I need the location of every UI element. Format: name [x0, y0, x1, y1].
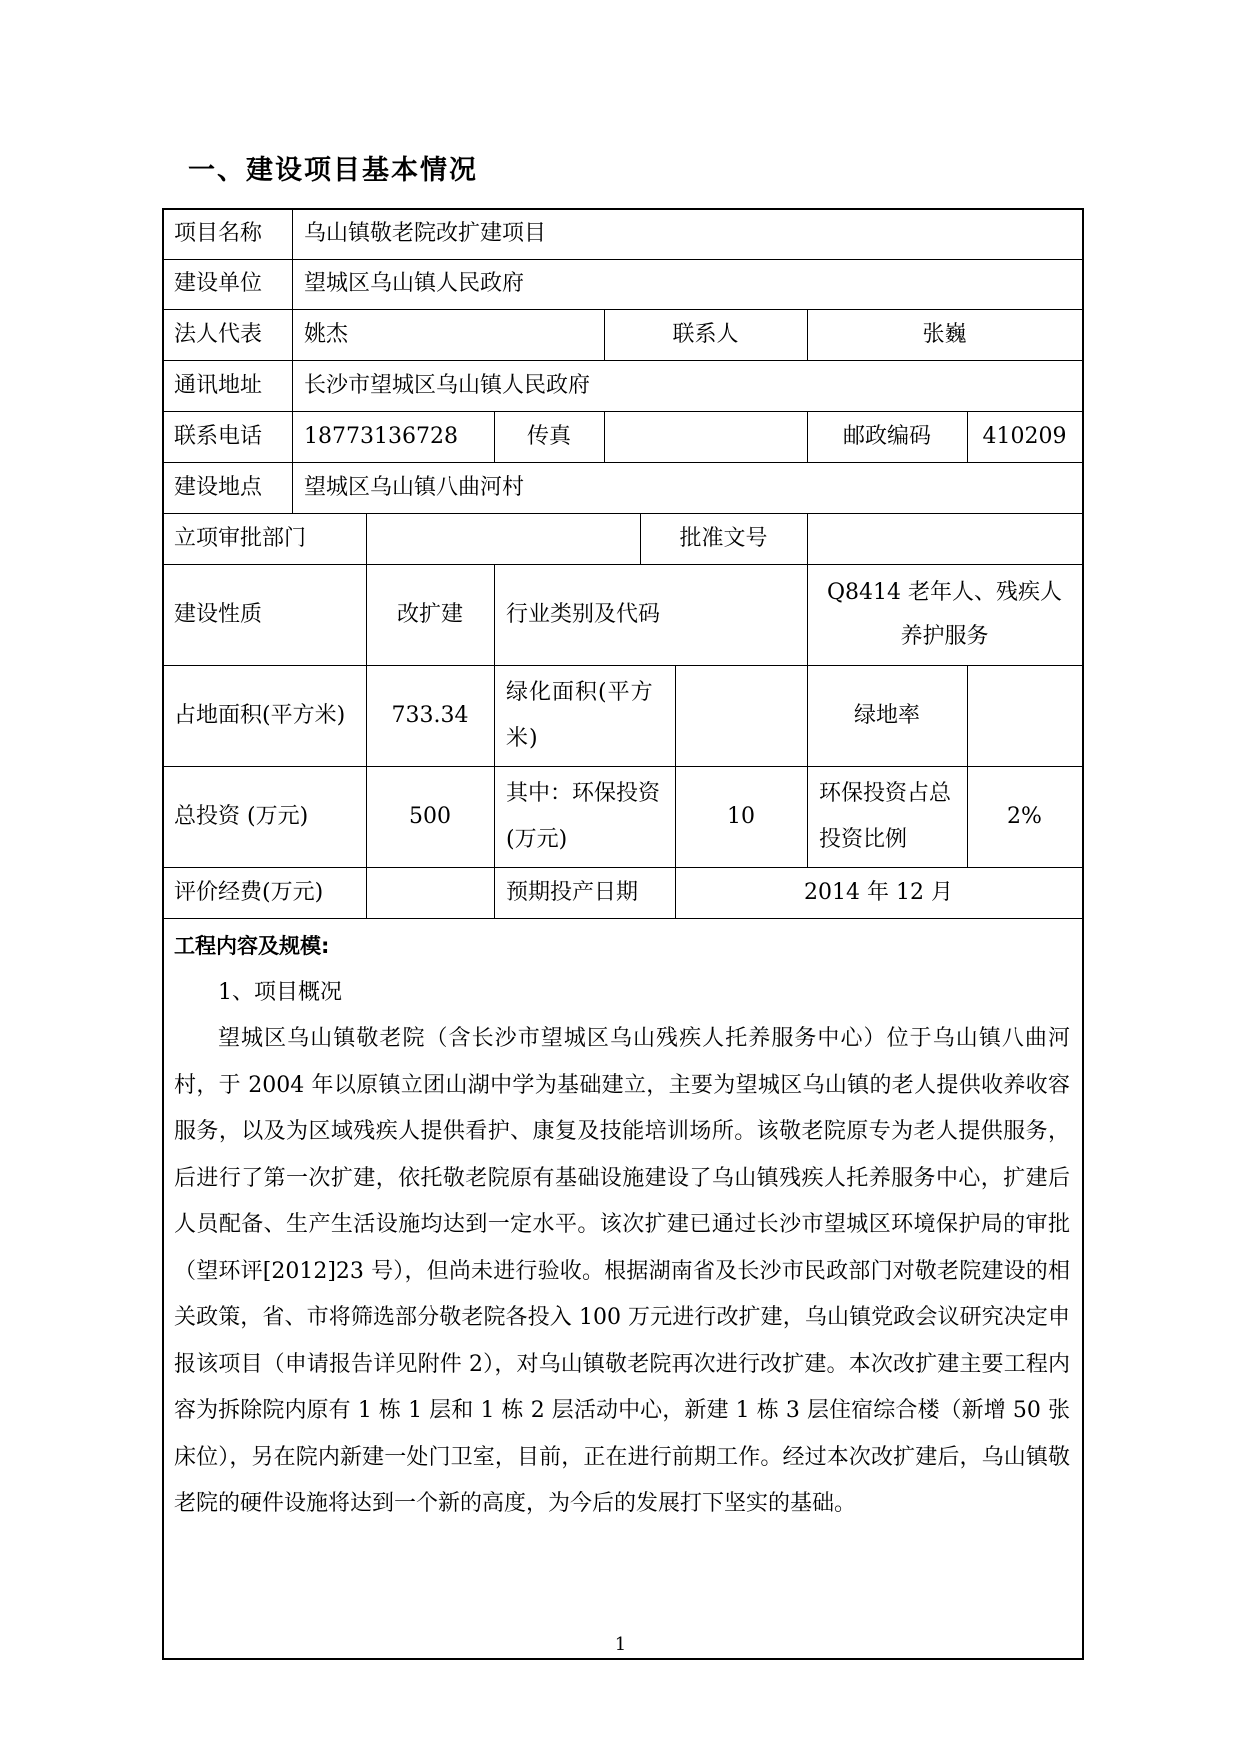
industry-label: 行业类别及代码 [506, 601, 661, 627]
site-value: 望城区乌山镇八曲河村 [304, 474, 525, 500]
env-ratio-label: 环保投资占总投资比例 [819, 780, 952, 852]
eval-fee-value [366, 867, 494, 918]
contact-label: 联系人 [672, 321, 739, 347]
approval-dept-label: 立项审批部门 [174, 525, 307, 551]
approval-no-label: 批准文号 [679, 525, 768, 551]
investment-label: 总投资 (万元) [174, 803, 309, 829]
address-label: 通讯地址 [174, 372, 263, 398]
project-name-label: 项目名称 [174, 220, 263, 246]
area-value: 733.34 [391, 702, 469, 728]
address-value: 长沙市望城区乌山镇人民政府 [304, 372, 591, 398]
legal-rep-value: 姚杰 [304, 321, 349, 347]
fax-label: 传真 [526, 423, 571, 449]
row-divider [162, 918, 1082, 919]
fax-value [604, 411, 807, 462]
phone-value: 18773136728 [304, 423, 458, 449]
green-area-label: 绿化面积(平方米) [506, 679, 654, 751]
start-date-value: 2014 年 12 月 [804, 879, 953, 905]
env-investment-value: 10 [727, 803, 755, 829]
phone-label: 联系电话 [174, 423, 263, 449]
contact-value: 张巍 [922, 321, 967, 347]
builder-label: 建设单位 [174, 271, 263, 296]
site-label: 建设地点 [174, 474, 263, 500]
content-heading-text: 工程内容及规模 [174, 934, 321, 958]
project-info-table [162, 208, 1082, 1658]
section-title: 一、建设项目基本情况 [188, 155, 478, 186]
start-date-label: 预期投产日期 [506, 879, 639, 905]
legal-rep-label: 法人代表 [174, 321, 263, 347]
green-area-value [675, 665, 807, 766]
nature-value: 改扩建 [396, 601, 463, 627]
content-heading [174, 928, 1070, 964]
area-label: 占地面积(平方米) [174, 702, 346, 728]
postcode-value: 410209 [982, 423, 1067, 449]
investment-value: 500 [409, 803, 451, 829]
env-ratio-value: 2% [1007, 803, 1042, 829]
nature-label: 建设性质 [174, 601, 263, 627]
approval-dept-value [366, 513, 640, 564]
green-rate-label: 绿地率 [853, 702, 920, 728]
env-investment-label: 其中：环保投资(万元) [506, 780, 661, 852]
industry-value: Q8414 老年人、残疾人养护服务 [826, 579, 1063, 649]
page-number: 1 [614, 1634, 627, 1655]
content-heading-suffix: : [321, 934, 330, 958]
project-content [174, 928, 1070, 1528]
project-overview-paragraph: 望城区乌山镇敬老院（含长沙市望城区乌山残疾人托养服务中心）位于乌山镇八曲河村，于 2004 年以原镇立团山湖中学为基础建立，主要为望城区乌山镇的老人提供收养收容服务，以及为区域残疾人提供看护、康复及技能培训场所。该敬老院原专为老人提供服务，后进行了第一次扩建，依托敬老院原有基础设施建设了乌山镇残疾人托养服务中心，扩建后人员配备、生产生活设施均达到一定水平。该次扩建已通过长沙市望城区环境保护局的审批（望环评[2012]23 号），但尚未进行验收。根据湖南省及长沙市民政部门对敬老院建设的相关政策，省、市将筛选部分敬老院各投入 100 万元进行改扩建，乌山镇党政会议研究决定申报该项目（申请报告详见附件 2），对乌山镇敬老院再次进行改扩建。本次改扩建主要工程内容为拆除院内原有 1 栋 1 层和 1 栋 2 层活动中心，新建 1 栋 3 层住宿综合楼（新增 50 张床位），另在院内新建一处门卫室，目前，正在进行前期工作。经过本次改扩建后，乌山镇敬老院的硬件设施将达到一个新的高度，为今后的发展打下坚实的基础。 [174, 1026, 1070, 1516]
project-name-value: 乌山镇敬老院改扩建项目 [304, 220, 547, 246]
approval-no-value [807, 513, 1082, 564]
eval-fee-label: 评价经费(万元) [174, 879, 324, 905]
builder-value: 望城区乌山镇人民政府 [304, 271, 525, 296]
content-subheading: 1、项目概况 [218, 980, 342, 1005]
postcode-label: 邮政编码 [842, 423, 931, 449]
green-rate-value [967, 665, 1082, 766]
